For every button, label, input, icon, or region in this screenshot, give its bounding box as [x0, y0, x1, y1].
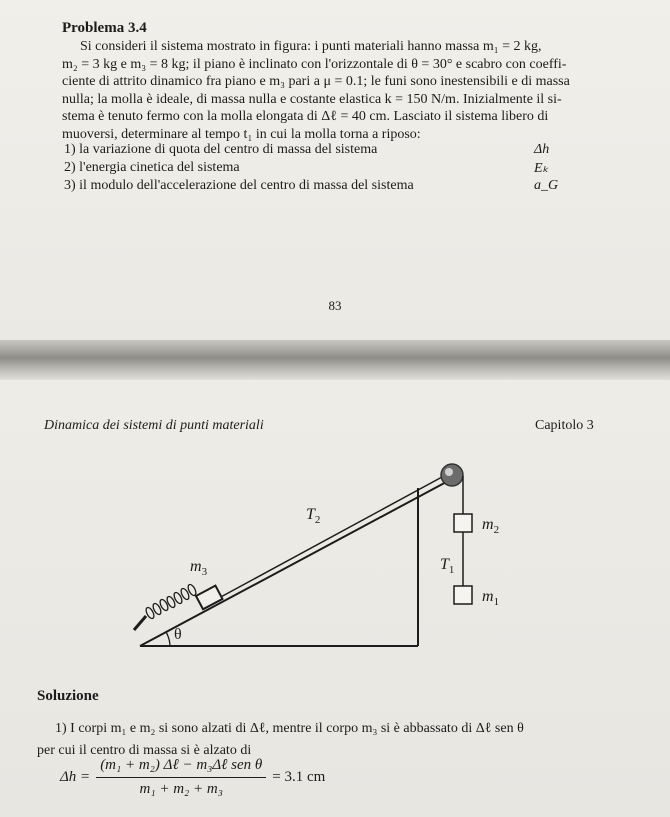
problem-title: Problema 3.4: [62, 20, 147, 36]
question-1: [64, 142, 604, 158]
formula-fraction: [96, 757, 266, 798]
question-3: [64, 178, 604, 194]
problem-statement: [62, 38, 607, 144]
question-2: [64, 160, 604, 176]
running-head-left: Dinamica dei sistemi di punti materiali: [44, 418, 264, 433]
label-m2: $m_2$: [482, 516, 500, 537]
formula-lhs: Δh =: [60, 769, 91, 785]
statement-line: ciente di attrito dinamico fra piano e m₃ pari a μ = 0.1; le funi sono inestensibili e di massa: [62, 74, 570, 90]
solution-text: [37, 718, 637, 762]
label-m1: $m_1$: [482, 588, 500, 609]
rope-t2: [206, 477, 442, 605]
pulley: [441, 464, 463, 486]
spring: [145, 583, 198, 619]
label-t1: $T_1$: [440, 556, 455, 577]
label-t2: $T_2$: [306, 506, 321, 527]
solution-line: per cui il centro di massa si è alzato di: [37, 743, 252, 758]
question-text: 1) la variazione di quota del centro di massa del sistema: [64, 142, 378, 157]
statement-line: m₂ = 3 kg e m₃ = 8 kg; il piano è inclinato con l'orizzontale di θ = 30° e scabro con coeffi-: [62, 56, 567, 72]
incline-figure: [120, 450, 540, 664]
label-m3: $m_3$: [190, 558, 208, 579]
statement-line: muoversi, determinare al tempo t₁ in cui la molla torna a riposo:: [62, 126, 421, 142]
block-m2: [454, 514, 472, 532]
theta-arc: [166, 632, 170, 646]
delta-h-formula: [60, 757, 325, 798]
running-head-right: Capitolo 3: [535, 418, 594, 433]
page-gutter: [0, 340, 670, 380]
question-symbol: a_G: [534, 178, 559, 193]
solution-line: 1) I corpi m₁ e m₂ si sono alzati di Δℓ, mentre il corpo m₃ si è abbassato di Δℓ sen θ: [55, 721, 524, 736]
pulley-highlight: [445, 468, 453, 476]
label-theta: θ: [174, 626, 182, 643]
statement-line: nulla; la molla è ideale, di massa nulla e costante elastica k = 150 N/m. Inizialmente il si-: [62, 91, 562, 107]
incline-diagram: [120, 450, 540, 660]
question-symbol: Δh: [534, 142, 550, 157]
statement-line: stema è tenuto fermo con la molla elongata di Δℓ = 40 cm. Lasciato il sistema libero di: [62, 109, 549, 125]
block-m1: [454, 586, 472, 604]
solution-title: Soluzione: [37, 688, 99, 704]
formula-denominator: m₁ + m₂ + m₃: [139, 781, 223, 797]
formula-rhs: = 3.1 cm: [272, 769, 326, 785]
formula-numerator: (m₁ + m₂) Δℓ − m₃Δℓ sen θ: [96, 757, 266, 778]
page-number: 83: [328, 298, 342, 313]
incline-surface: [140, 480, 450, 646]
wall: [134, 616, 146, 630]
question-symbol: Eₖ: [534, 161, 549, 176]
block-m3: [196, 586, 222, 610]
question-text: 2) l'energia cinetica del sistema: [64, 160, 240, 175]
question-text: 3) il modulo dell'accelerazione del centro di massa del sistema: [64, 178, 414, 193]
statement-line: Si consideri il sistema mostrato in figura: i punti materiali hanno massa m₁ = 2 kg,: [80, 39, 542, 54]
